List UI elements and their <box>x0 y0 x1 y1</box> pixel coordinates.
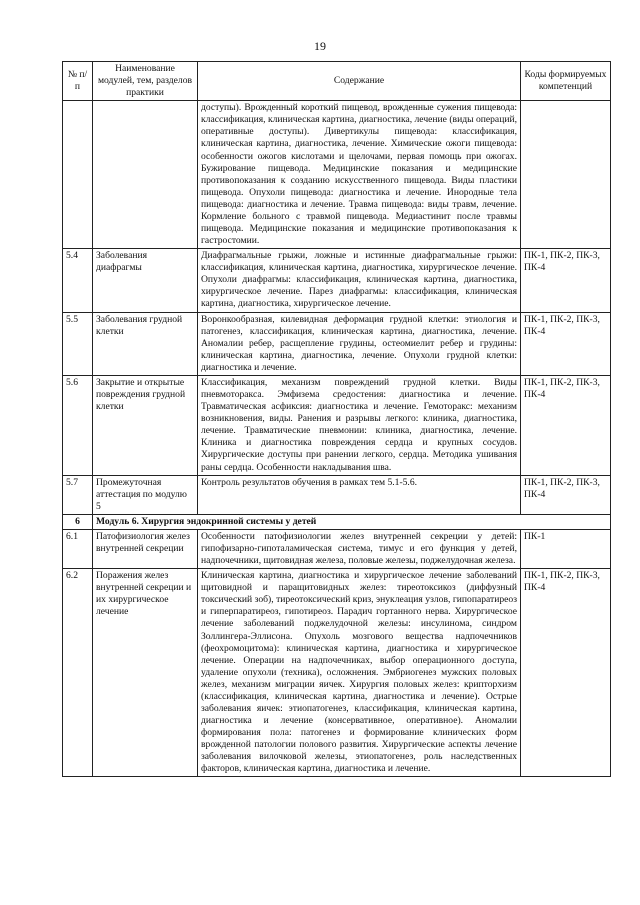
row-num: 6.1 <box>63 529 93 568</box>
row-codes: ПК-1, ПК-2, ПК-3, ПК-4 <box>521 312 611 375</box>
table-row <box>63 312 611 375</box>
module-heading-row <box>63 514 611 529</box>
row-codes: ПК-1, ПК-2, ПК-3, ПК-4 <box>521 569 611 777</box>
row-content: доступы). Врожденный короткий пищевод, врожденные сужения пищевода: классификация, клиническая картина, диагностика, лечение (виды операций, оперативные доступы). Дивертикулы пищевода: классификация, клиническая картина, диагностика, лечение. Химические ожоги пищевода: особенности ожогов кислотами и щелочами, первая помощь при ожогах. Бужирование пищевода. Медицинские показания и медицинские противопоказания к созданию искусственного пищевода. Виды пластики пищевода. Опухоли пищевода: диагностика и лечение. Инородные тела пищевода: диагностика и лечение. Травма пищевода: виды травм, лечение. Кормление больного с травмой пищевода. Медиастинит после травмы пищевода. Медицинские показания и медицинские противопоказания к гастростомии. <box>198 101 521 249</box>
row-name: Патофизиология желез внутренней секреции <box>93 529 198 568</box>
row-num: 5.5 <box>63 312 93 375</box>
row-content: Классификация, механизм повреждений грудной клетки. Виды пневмоторакса. Эмфизема средостения: диагностика и лечение. Травматическая асфиксия: диагностика и лечение. Гемоторакс: механизм возникновения, виды. Ранения и разрывы легкого: клиника, диагностика, лечение. Травматические пневмонии: клиника, диагностика, лечение. Клиника и диагностика повреждения сердца и крупных сосудов. Хирургические доступы при ранении легкого, сердца. Методика ушивания раны сердца. Особенности накладывания шва. <box>198 375 521 475</box>
row-name: Промежуточная аттестация по модулю 5 <box>93 475 198 514</box>
table-row <box>63 249 611 312</box>
row-content: Клиническая картина, диагностика и хирургическое лечение заболеваний щитовидной и паращитовидных желез: тиреотоксикоз (диффузный токсический зоб), тиреотоксический криз, энуклеация узлов, гипопаратиреоз и гиперпаратиреоз, гипотиреоз. Парадич гортанного нерва. Хирургическое лечение заболеваний поджелудочной железы: инсулинома, синдром Золлингера-Эллисона. Опухоль мозгового вещества надпочечников (феохромоцитома): клиническая картина, диагностика и хирургическое лечение. Операции на надпочечниках, выбор операционного доступа, удаление опухоли (техника), осложнения. Эмбриогенез мужских половых желез, механизм миграции яичек. Хирургия половых желез: крипторхизм (классификация, клиническая картина, диагностика и лечение). Острые заболевания яичек: этиопатогенез, классификация, клиническая картина, диагностика и лечение (консервативное, оперативное). Аномалии формирования пола: патогенез и формирование клинических форм врожденной патологии полового развития. Хирургические аспекты лечение заболевания вилочковой железы, этиопатогенез, роль наследственных факторов, клиническая картина, диагностика и лечение. <box>198 569 521 777</box>
row-name: Заболевания диафрагмы <box>93 249 198 312</box>
row-content: Контроль результатов обучения в рамках тем 5.1-5.6. <box>198 475 521 514</box>
table-row <box>63 569 611 777</box>
row-codes: ПК-1, ПК-2, ПК-3, ПК-4 <box>521 375 611 475</box>
row-num: 6.2 <box>63 569 93 777</box>
header-codes: Коды формируемых компетенций <box>521 62 611 101</box>
table-row <box>63 375 611 475</box>
row-codes: ПК-1, ПК-2, ПК-3, ПК-4 <box>521 475 611 514</box>
row-name: Закрытие и открытые повреждения грудной клетки <box>93 375 198 475</box>
row-num: 5.4 <box>63 249 93 312</box>
header-content: Содержание <box>198 62 521 101</box>
module-num: 6 <box>63 514 93 529</box>
header-name: Наименование модулей, тем, разделов практики <box>93 62 198 101</box>
row-content: Воронкообразная, килевидная деформация грудной клетки: этиология и патогенез, классификация, клиническая картина, диагностика, лечение. Аномалии ребер, расщепление грудины, остеомиелит ребер и грудины: клиническая картина, диагностика, лечение. Опухоли грудной клетки: диагностика и лечение. <box>198 312 521 375</box>
row-name <box>93 101 198 249</box>
row-name: Заболевания грудной клетки <box>93 312 198 375</box>
table-header-row <box>63 62 611 101</box>
row-content: Диафрагмальные грыжи, ложные и истинные диафрагмальные грыжи: классификация, клиническая картина, диагностика, хирургическое лечение. Опухоли диафрагмы: классификация, клиническая картина, диагностика, хирургическое лечение. Парез диафрагмы: классификация, клиническая картина, диагностика, хирургическое лечение. <box>198 249 521 312</box>
row-num: 5.6 <box>63 375 93 475</box>
row-num <box>63 101 93 249</box>
table-row <box>63 529 611 568</box>
module-title: Модуль 6. Хирургия эндокринной системы у детей <box>93 514 611 529</box>
row-codes <box>521 101 611 249</box>
page-number: 19 <box>314 39 326 53</box>
table-row <box>63 475 611 514</box>
header-num: № п/п <box>63 62 93 101</box>
row-num: 5.7 <box>63 475 93 514</box>
table-row <box>63 101 611 249</box>
row-content: Особенности патофизиологии желез внутренней секреции у детей: гипофизарно-гипоталамическая система, тимус и его функция у детей, надпочечники, щитовидная железа, половые железы, поджелудочная железа. <box>198 529 521 568</box>
row-name: Поражения желез внутренней секреции и их хирургическое лечение <box>93 569 198 777</box>
row-codes: ПК-1 <box>521 529 611 568</box>
curriculum-table <box>62 61 611 777</box>
row-codes: ПК-1, ПК-2, ПК-3, ПК-4 <box>521 249 611 312</box>
